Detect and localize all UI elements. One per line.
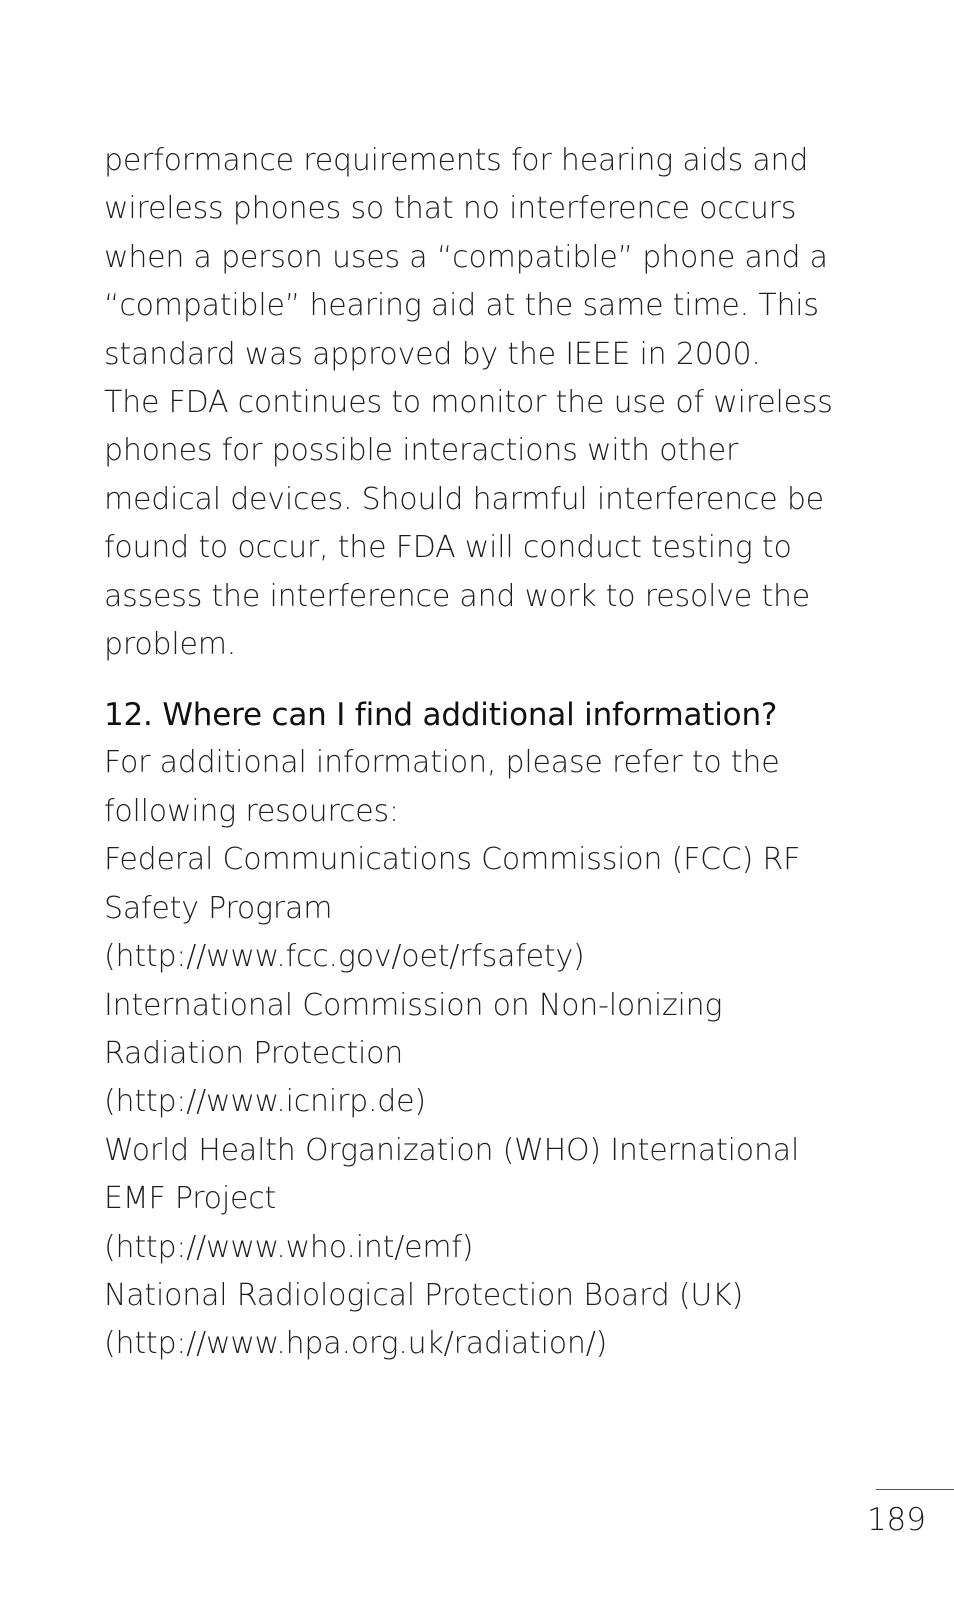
text-line: when a person uses a “compatible” phone and a (104, 239, 828, 275)
text-line: medical devices. Should harmful interference be (104, 481, 824, 517)
page-number-rule (876, 1489, 954, 1490)
section-heading: 12. Where can I find additional information? (104, 697, 778, 734)
text-line: “compatible” hearing aid at the same time. This (104, 288, 819, 324)
text-line: For additional information, please refer to the (104, 745, 780, 781)
text-line: assess the interference and work to resolve the (104, 578, 811, 614)
text-line: phones for possible interactions with other (104, 433, 739, 469)
resource-url: (http://www.fcc.gov/oet/rfsafety) (104, 939, 585, 975)
resource-name-line: World Health Organization (WHO) International (104, 1132, 800, 1168)
text-line: The FDA continues to monitor the use of wireless (104, 385, 833, 421)
resource-name-line: National Radiological Protection Board (UK) (104, 1277, 744, 1313)
resource-url: (http://www.hpa.org.uk/radiation/) (104, 1326, 608, 1362)
text-line: following resources: (104, 793, 399, 829)
resource-name-line: Federal Communications Commission (FCC) RF (104, 842, 801, 878)
resource-name-line: International Commission on Non-lonizing (104, 987, 723, 1023)
text-line: found to occur, the FDA will conduct testing to (104, 530, 792, 566)
document-page (104, 137, 904, 1369)
resources-paragraph (104, 739, 904, 1368)
page-number: 189 (866, 1502, 926, 1538)
resource-url: (http://www.icnirp.de) (104, 1084, 426, 1120)
resource-name-line: Safety Program (104, 890, 333, 926)
resource-name-line: Radiation Protection (104, 1035, 404, 1071)
text-line: standard was approved by the IEEE in 2000. (104, 336, 761, 372)
resource-url: (http://www.who.int/emf) (104, 1229, 474, 1265)
text-line: wireless phones so that no interference occurs (104, 191, 797, 227)
intro-paragraph (104, 137, 904, 669)
resource-name-line: EMF Project (104, 1181, 277, 1217)
text-line: performance requirements for hearing aids and (104, 143, 809, 178)
text-line: problem. (104, 627, 237, 663)
